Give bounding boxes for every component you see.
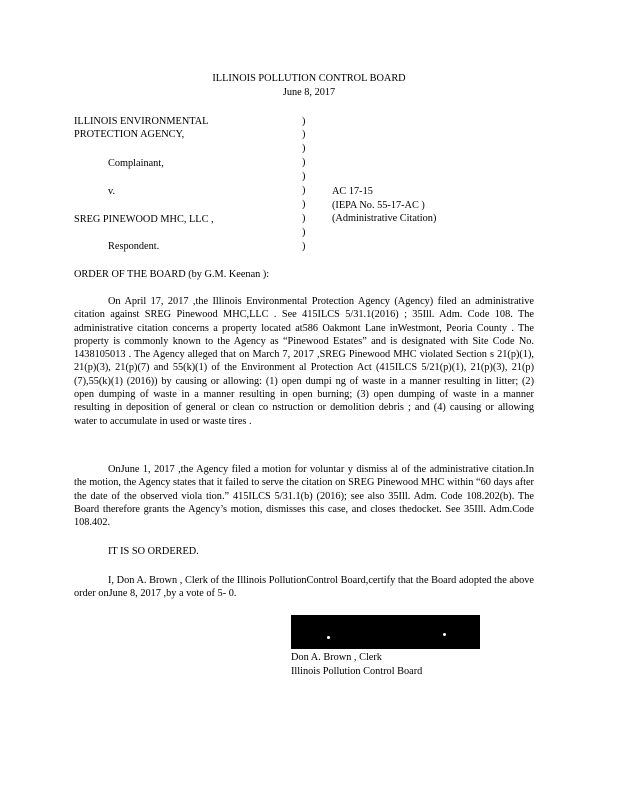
order-heading: ORDER OF THE BOARD (by G.M. Keenan ): <box>74 269 270 280</box>
case-number: AC 17-15 <box>332 186 373 197</box>
caption-bracket: ) <box>302 199 306 210</box>
complainant-label: Complainant, <box>108 158 164 169</box>
paragraph-motion: OnJune 1, 2017 ,the Agency filed a motion for voluntar y dismiss al of the administrative citation.In the motion, the Agency states that it failed to serve the citation on SREG Pinewood MHC within “60 days after the date of the observed viola tion.” 415ILCS 5/31.1(b) (2016); see also 35Ill. Adm. Code 108.202(b). The Board therefore grants the Agency’s motion, dismisses this case, and closes thedocket. See 35Ill. Adm.Code 108.402. <box>74 464 534 529</box>
paragraph-so-ordered: IT IS SO ORDERED. <box>108 546 199 557</box>
respondent-label: Respondent. <box>108 241 160 252</box>
board-title: ILLINOIS POLLUTION CONTROL BOARD <box>212 73 406 84</box>
redacted-signature <box>291 615 480 649</box>
signature-mark <box>443 633 446 636</box>
caption-bracket: ) <box>302 157 306 168</box>
order-date: June 8, 2017 <box>282 87 336 98</box>
caption-bracket: ) <box>302 185 306 196</box>
paragraph-citation: On April 17, 2017 ,the Illinois Environmental Protection Agency (Agency) filed an administrative citation against SREG Pinewood MHC,LLC . See 415ILCS 5/31.1(2016) ; 35Ill. Adm. Code 108. The administrative citation concerns a property located at586 Oakmont Lane inWestmont, Peoria County . The property is commonly known to the Agency as “Pinewood Estates” and is designated with Site Code No. 1438105013 . The Agency alleged that on March 7, 2017 ,SREG Pinewood MHC violated Section s 21(p)(1), 21(p)(3), 21(p)(7) and 55(k)(1) of the Environment al Protection Act (415ILCS 5/21(p)(1), 21(p)(3), 21(p)(7),55(k)(1) (2016)) by causing or allowing: (1) open dumpi ng of waste in a manner resulting in litter; (2) open dumping of waste in a manner resulting in open burning; (3) open dumping of waste in a manner resulting in deposition of general or clean co nstruction or demolition debris ; and (4) causing or allowing water to accumulate in used or waste tires . <box>74 296 534 427</box>
caption-bracket: ) <box>302 116 306 127</box>
clerk-title: Illinois Pollution Control Board <box>291 666 423 677</box>
clerk-name: Don A. Brown , Clerk <box>291 652 382 663</box>
case-type: (Administrative Citation) <box>332 213 437 224</box>
signature-mark <box>327 636 330 639</box>
paragraph-certification: I, Don A. Brown , Clerk of the Illinois PollutionControl Board,certify that the Board adopted the above order onJune 8, 2017 ,by a vote of 5- 0. <box>74 575 534 600</box>
complainant-name-line2: PROTECTION AGENCY, <box>74 129 185 140</box>
caption-bracket: ) <box>302 171 306 182</box>
caption-bracket: ) <box>302 143 306 154</box>
caption-bracket: ) <box>302 227 306 238</box>
caption-bracket: ) <box>302 213 306 224</box>
iepa-number: (IEPA No. 55-17-AC ) <box>332 200 425 211</box>
complainant-name-line1: ILLINOIS ENVIRONMENTAL <box>74 116 209 127</box>
caption-bracket: ) <box>302 129 306 140</box>
respondent-name: SREG PINEWOOD MHC, LLC , <box>74 214 214 225</box>
versus-label: v. <box>108 186 116 197</box>
caption-bracket: ) <box>302 241 306 252</box>
